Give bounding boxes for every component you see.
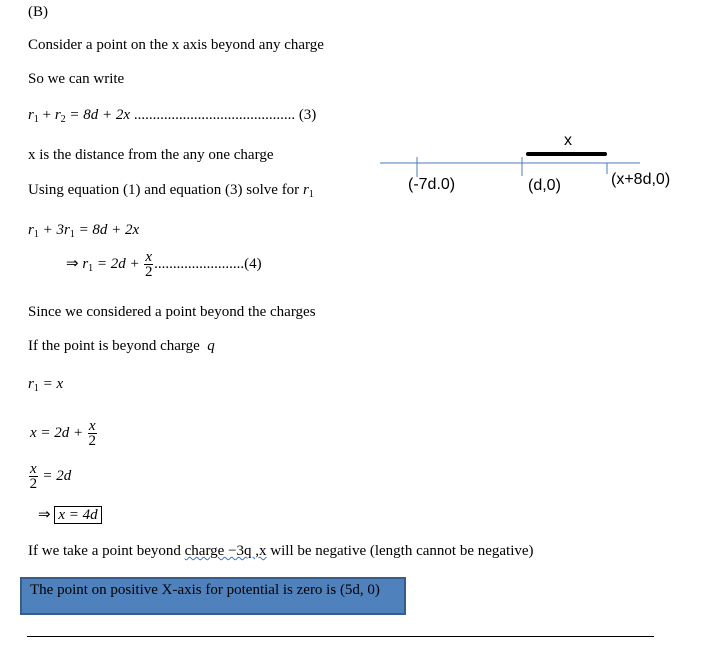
var: q — [207, 338, 215, 354]
eq-leader: ........................................... — [130, 107, 296, 123]
eq-rhs: = 8d + 2x — [74, 222, 140, 238]
text-using-equations — [28, 181, 314, 204]
spellcheck-marked-text[interactable]: charge −3q ,x — [184, 543, 267, 559]
text-so-we-write: So we can write — [28, 71, 125, 87]
section-label: (B) — [28, 4, 48, 20]
denominator: 2 — [88, 433, 96, 449]
equation-r1-x — [28, 375, 63, 398]
eq-term: r — [54, 107, 61, 123]
text-if-beyond — [28, 337, 215, 355]
eq-sub: 2 — [60, 114, 66, 125]
eq-rhs: = 2d + — [93, 255, 144, 272]
eq-term: r — [82, 255, 89, 272]
horizontal-rule — [27, 636, 654, 637]
denominator: 2 — [145, 264, 153, 280]
eq-op: + — [38, 107, 55, 123]
eq-sub: 1 — [88, 262, 94, 274]
implies-icon: ⇒ — [38, 507, 55, 523]
text: If we take a point beyond — [28, 543, 185, 559]
equation-x — [30, 419, 98, 448]
var-sub: 1 — [308, 189, 314, 200]
eq-rhs: = 2d — [38, 467, 72, 484]
text: will be negative (length cannot be negative) — [266, 543, 534, 559]
point-label: (x+8d,0) — [611, 171, 671, 188]
text-negative-note — [28, 542, 534, 560]
eq-tag: (4) — [244, 255, 262, 272]
fraction — [29, 462, 38, 491]
equation-3 — [28, 106, 316, 129]
text: Using equation (1) and equation (3) solve for — [28, 182, 300, 198]
numerator: x — [145, 249, 153, 265]
equation-4 — [66, 250, 262, 279]
eq-rhs: = x — [38, 376, 64, 392]
segment-label: x — [564, 132, 572, 149]
text-since: Since we considered a point beyond the charges — [28, 304, 316, 320]
eq-term: r — [28, 107, 34, 123]
numerator: x — [88, 418, 96, 434]
fraction — [144, 250, 153, 279]
text-x-distance: x is the distance from the any one charge — [28, 147, 274, 163]
conclusion-callout — [20, 577, 406, 615]
implies-icon: ⇒ — [66, 255, 83, 272]
eq-rhs: = 8d + 2x — [65, 107, 131, 123]
axis-svg — [370, 130, 710, 210]
eq-term: r — [28, 222, 34, 238]
callout-text: The point on positive X-axis for potential is zero is (5d, 0) — [30, 582, 380, 598]
numerator: x — [30, 461, 37, 477]
equation-result — [38, 506, 102, 524]
text: If the point is beyond charge — [28, 338, 200, 354]
fraction — [88, 419, 97, 448]
eq-lhs: x = 2d + — [30, 424, 87, 441]
eq-tag: (3) — [295, 107, 317, 123]
eq-sub: 1 — [69, 229, 75, 240]
var: r — [302, 182, 309, 198]
boxed-result: x = 4d — [54, 506, 101, 524]
denominator: 2 — [29, 476, 38, 492]
point-label: (d,0) — [528, 177, 561, 194]
eq-term: r — [28, 376, 34, 392]
equation-combined — [28, 221, 139, 244]
eq-sub: 1 — [33, 383, 39, 394]
eq-term: + 3r — [38, 222, 70, 238]
equation-half — [28, 462, 71, 491]
eq-leader: ........................ — [154, 255, 245, 272]
axis-diagram — [370, 130, 710, 210]
eq-sub: 1 — [33, 229, 39, 240]
text-consider: Consider a point on the x axis beyond any charge — [28, 37, 324, 53]
eq-sub: 1 — [33, 114, 39, 125]
point-label: (-7d.0) — [408, 176, 456, 193]
